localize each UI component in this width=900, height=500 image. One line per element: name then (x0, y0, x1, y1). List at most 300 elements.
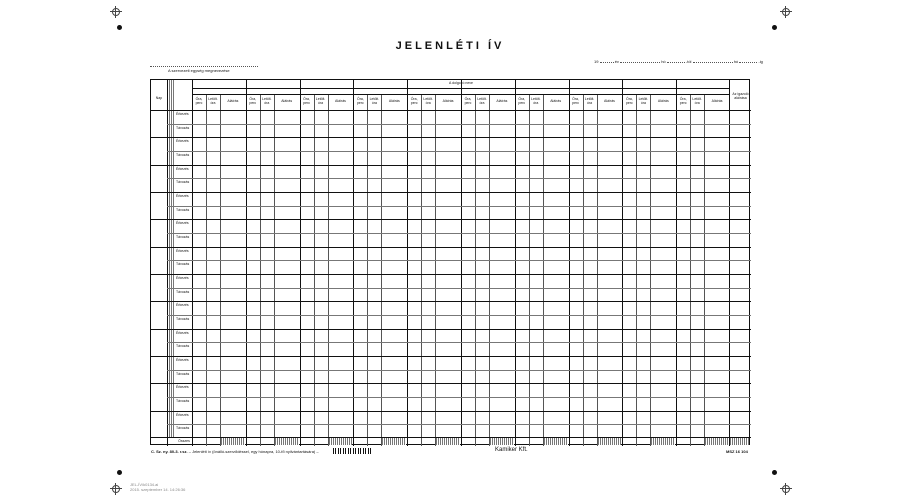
attendance-entry-cell[interactable] (677, 302, 729, 315)
attendance-entry-cell[interactable] (193, 138, 245, 151)
attendance-entry-cell[interactable] (623, 289, 675, 302)
attendance-entry-cell[interactable] (247, 275, 299, 288)
attendance-entry-cell[interactable] (516, 316, 568, 329)
attendance-entry-cell[interactable] (247, 412, 299, 425)
attendance-entry-cell[interactable] (354, 193, 406, 206)
attendance-entry-cell[interactable] (301, 289, 353, 302)
attendance-entry-cell[interactable] (623, 138, 675, 151)
attendance-entry-cell[interactable] (462, 166, 514, 179)
attendance-entry-cell[interactable] (570, 207, 622, 220)
attendance-entry-cell[interactable] (623, 384, 675, 397)
attendance-entry-cell[interactable] (247, 179, 299, 192)
attendance-entry-cell[interactable] (570, 220, 622, 233)
attendance-entry-cell[interactable] (623, 193, 675, 206)
attendance-entry-cell[interactable] (354, 220, 406, 233)
attendance-entry-cell[interactable] (354, 343, 406, 356)
attendance-entry-cell[interactable] (677, 152, 729, 165)
attendance-entry-cell[interactable] (570, 371, 622, 384)
attendance-entry-cell[interactable] (462, 207, 514, 220)
row-label-departure: Távozás (176, 317, 190, 321)
attendance-entry-cell[interactable] (193, 398, 245, 411)
row-label-arrival: Érkezés (176, 112, 189, 116)
attendance-entry-cell[interactable] (462, 111, 514, 124)
period-from-field[interactable] (667, 62, 685, 63)
attendance-entry-cell[interactable] (462, 138, 514, 151)
period-from-label: -tól (685, 59, 692, 64)
attendance-entry-cell[interactable] (247, 125, 299, 138)
org-unit-label: A szervezeti egység megnevezése (168, 68, 230, 73)
attendance-entry-cell[interactable] (354, 166, 406, 179)
attendance-entry-cell[interactable] (677, 384, 729, 397)
attendance-entry-cell[interactable] (516, 125, 568, 138)
label-separator-line (167, 315, 192, 316)
attendance-entry-cell[interactable] (516, 220, 568, 233)
attendance-entry-cell[interactable] (354, 330, 406, 343)
attendance-entry-cell[interactable] (301, 166, 353, 179)
attendance-entry-cell[interactable] (193, 371, 245, 384)
attendance-entry-cell[interactable] (408, 289, 460, 302)
attendance-entry-cell[interactable] (462, 384, 514, 397)
attendance-entry-cell[interactable] (462, 193, 514, 206)
name-header-line (192, 88, 730, 89)
label-separator-line (167, 124, 192, 125)
attendance-entry-cell[interactable] (677, 316, 729, 329)
attendance-entry-cell[interactable] (354, 248, 406, 261)
attendance-entry-cell[interactable] (516, 152, 568, 165)
attendance-entry-cell[interactable] (623, 261, 675, 274)
attendance-entry-cell[interactable] (516, 248, 568, 261)
attendance-entry-cell[interactable] (677, 111, 729, 124)
attendance-entry-cell[interactable] (301, 302, 353, 315)
sub-header-hours: Óra, perc (464, 97, 472, 105)
attendance-entry-cell[interactable] (677, 234, 729, 247)
total-hatched-cell (705, 438, 729, 445)
sub-header-leave: Letölt. óra (315, 97, 326, 105)
attendance-entry-cell[interactable] (516, 179, 568, 192)
period-prefix: 19 (594, 59, 599, 64)
attendance-entry-cell[interactable] (301, 412, 353, 425)
registration-mark-bottom-right (780, 483, 792, 495)
row-label-departure: Távozás (176, 399, 190, 403)
row-label-arrival: Érkezés (176, 139, 189, 144)
label-separator-line (167, 178, 192, 179)
attendance-entry-cell[interactable] (408, 275, 460, 288)
attendance-entry-cell[interactable] (301, 138, 353, 151)
attendance-entry-cell[interactable] (301, 220, 353, 233)
attendance-entry-cell[interactable] (301, 343, 353, 356)
attendance-entry-cell[interactable] (354, 316, 406, 329)
form-code (151, 449, 319, 454)
attendance-entry-cell[interactable] (570, 302, 622, 315)
sub-header-leave: Letölt. óra (369, 97, 380, 105)
row-label-departure: Távozás (176, 180, 190, 185)
attendance-entry-cell[interactable] (193, 330, 245, 343)
row-label-total: Összes (178, 439, 190, 443)
row-label-arrival: Érkezés (176, 248, 189, 253)
attendance-entry-cell[interactable] (301, 316, 353, 329)
attendance-entry-cell[interactable] (408, 207, 460, 220)
attendance-entry-cell[interactable] (247, 357, 299, 370)
attendance-entry-cell[interactable] (301, 275, 353, 288)
barcode (333, 448, 373, 454)
attendance-entry-cell[interactable] (193, 166, 245, 179)
attendance-entry-cell[interactable] (516, 138, 568, 151)
period-to-field[interactable] (739, 62, 757, 63)
attendance-entry-cell[interactable] (408, 302, 460, 315)
attendance-entry-cell[interactable] (193, 248, 245, 261)
sub-header-leave: Letölt. óra (638, 97, 649, 105)
attendance-entry-cell[interactable] (516, 371, 568, 384)
sub-header-leave: Letölt. óra (692, 97, 702, 105)
attendance-entry-cell[interactable] (623, 111, 675, 124)
attendance-entry-cell[interactable] (462, 330, 514, 343)
attendance-entry-cell[interactable] (677, 261, 729, 274)
attendance-entry-cell[interactable] (354, 412, 406, 425)
attendance-entry-cell[interactable] (516, 343, 568, 356)
attendance-entry-cell[interactable] (570, 193, 622, 206)
attendance-entry-cell[interactable] (408, 193, 460, 206)
attendance-entry-cell[interactable] (354, 207, 406, 220)
attendance-entry-cell[interactable] (247, 371, 299, 384)
attendance-entry-cell[interactable] (570, 384, 622, 397)
attendance-entry-cell[interactable] (408, 152, 460, 165)
attendance-entry-cell[interactable] (193, 207, 245, 220)
attendance-entry-cell[interactable] (408, 261, 460, 274)
attendance-entry-cell[interactable] (623, 207, 675, 220)
attendance-entry-cell[interactable] (301, 152, 353, 165)
attendance-entry-cell[interactable] (516, 166, 568, 179)
attendance-entry-cell[interactable] (677, 193, 729, 206)
period-month-label: hó (661, 59, 666, 64)
attendance-entry-cell[interactable] (247, 166, 299, 179)
attendance-entry-cell[interactable] (623, 398, 675, 411)
attendance-entry-cell[interactable] (408, 248, 460, 261)
sub-header-leave: Letölt. óra (531, 97, 541, 105)
sub-header-hours: Óra, perc (572, 97, 579, 105)
attendance-entry-cell[interactable] (570, 152, 622, 165)
attendance-entry-cell[interactable] (570, 412, 622, 425)
attendance-entry-cell[interactable] (677, 220, 729, 233)
attendance-entry-cell[interactable] (193, 289, 245, 302)
attendance-entry-cell[interactable] (354, 261, 406, 274)
attendance-entry-cell[interactable] (301, 384, 353, 397)
attendance-entry-cell[interactable] (354, 234, 406, 247)
attendance-entry-cell[interactable] (408, 179, 460, 192)
attendance-entry-cell[interactable] (301, 248, 353, 261)
attendance-entry-cell[interactable] (247, 193, 299, 206)
row-label-arrival: Érkezés (176, 194, 189, 198)
attendance-entry-cell[interactable] (623, 234, 675, 247)
attendance-entry-cell[interactable] (462, 275, 514, 288)
attendance-entry-cell[interactable] (354, 302, 406, 315)
attendance-entry-cell[interactable] (462, 357, 514, 370)
sub-header-hours: Óra, perc (679, 97, 687, 105)
attendance-entry-cell[interactable] (247, 234, 299, 247)
attendance-entry-cell[interactable] (193, 193, 245, 206)
total-hatched-signature (730, 438, 749, 445)
attendance-entry-cell[interactable] (677, 398, 729, 411)
sub-header-signature: Aláírás (335, 99, 346, 103)
attendance-entry-cell[interactable] (193, 384, 245, 397)
attendance-entry-cell[interactable] (677, 166, 729, 179)
attendance-entry-cell[interactable] (570, 261, 622, 274)
attendance-entry-cell[interactable] (570, 330, 622, 343)
attendance-entry-cell[interactable] (408, 138, 460, 151)
attendance-entry-cell[interactable] (570, 234, 622, 247)
attendance-entry-cell[interactable] (623, 412, 675, 425)
attendance-entry-cell[interactable] (247, 207, 299, 220)
attendance-entry-cell[interactable] (462, 371, 514, 384)
row-label-departure: Távozás (176, 289, 190, 294)
row-label-arrival: Érkezés (176, 166, 189, 171)
attendance-entry-cell[interactable] (193, 111, 245, 124)
attendance-entry-cell[interactable] (623, 330, 675, 343)
page-title: JELENLÉTI ÍV (395, 40, 505, 52)
period-to-month-label: hó (733, 59, 739, 64)
attendance-entry-cell[interactable] (570, 343, 622, 356)
attendance-entry-cell[interactable] (193, 357, 245, 370)
attendance-entry-cell[interactable] (462, 412, 514, 425)
attendance-entry-cell[interactable] (354, 357, 406, 370)
attendance-entry-cell[interactable] (677, 412, 729, 425)
attendance-entry-cell[interactable] (623, 152, 675, 165)
attendance-entry-cell[interactable] (570, 275, 622, 288)
attendance-entry-cell[interactable] (677, 371, 729, 384)
attendance-entry-cell[interactable] (462, 316, 514, 329)
attendance-entry-cell[interactable] (462, 261, 514, 274)
label-separator-line (167, 206, 192, 207)
row-label-arrival: Érkezés (176, 221, 189, 226)
attendance-entry-cell[interactable] (301, 111, 353, 124)
attendance-entry-cell[interactable] (354, 111, 406, 124)
attendance-entry-cell[interactable] (247, 330, 299, 343)
attendance-entry-cell[interactable] (570, 166, 622, 179)
attendance-entry-cell[interactable] (301, 261, 353, 274)
attendance-table (150, 79, 750, 445)
worker-header-line (407, 94, 461, 95)
attendance-entry-cell[interactable] (462, 234, 514, 247)
worker-header-line (676, 94, 730, 95)
period-year-field[interactable] (600, 62, 614, 63)
attendance-entry-cell[interactable] (462, 152, 514, 165)
attendance-entry-cell[interactable] (462, 125, 514, 138)
corner-dot-tl (117, 25, 122, 30)
attendance-entry-cell[interactable] (247, 302, 299, 315)
attendance-entry-cell[interactable] (516, 302, 568, 315)
signature-column-divider (729, 80, 730, 446)
attendance-entry-cell[interactable] (247, 138, 299, 151)
attendance-entry-cell[interactable] (570, 125, 622, 138)
attendance-entry-cell[interactable] (570, 248, 622, 261)
attendance-entry-cell[interactable] (193, 125, 245, 138)
label-separator-line (167, 151, 192, 152)
attendance-entry-cell[interactable] (623, 125, 675, 138)
attendance-entry-cell[interactable] (193, 275, 245, 288)
verifier-signature-header: Az igazoló aláírása (732, 92, 749, 100)
attendance-entry-cell[interactable] (516, 234, 568, 247)
attendance-entry-cell[interactable] (677, 343, 729, 356)
attendance-entry-cell[interactable] (677, 207, 729, 220)
sub-header-signature: Aláírás (227, 99, 239, 103)
worker-name-header: A dolgozó neve (449, 81, 473, 85)
attendance-entry-cell[interactable] (247, 152, 299, 165)
attendance-entry-cell[interactable] (516, 330, 568, 343)
attendance-entry-cell[interactable] (247, 384, 299, 397)
attendance-entry-cell[interactable] (516, 193, 568, 206)
attendance-entry-cell[interactable] (193, 179, 245, 192)
attendance-entry-cell[interactable] (677, 125, 729, 138)
attendance-entry-cell[interactable] (301, 125, 353, 138)
attendance-entry-cell[interactable] (354, 289, 406, 302)
label-separator-line (167, 260, 192, 261)
attendance-entry-cell[interactable] (193, 343, 245, 356)
attendance-entry-cell[interactable] (193, 412, 245, 425)
attendance-entry-cell[interactable] (193, 316, 245, 329)
attendance-entry-cell[interactable] (408, 220, 460, 233)
attendance-entry-cell[interactable] (516, 357, 568, 370)
attendance-entry-cell[interactable] (247, 248, 299, 261)
attendance-entry-cell[interactable] (193, 302, 245, 315)
attendance-entry-cell[interactable] (408, 111, 460, 124)
attendance-entry-cell[interactable] (408, 398, 460, 411)
attendance-entry-cell[interactable] (516, 289, 568, 302)
attendance-entry-cell[interactable] (408, 166, 460, 179)
attendance-entry-cell[interactable] (247, 316, 299, 329)
attendance-entry-cell[interactable] (462, 289, 514, 302)
attendance-entry-cell[interactable] (408, 234, 460, 247)
standard-number: MSZ 16 104 (726, 449, 748, 454)
attendance-entry-cell[interactable] (570, 357, 622, 370)
period-month-field[interactable] (620, 62, 660, 63)
attendance-entry-cell[interactable] (247, 289, 299, 302)
attendance-entry-cell[interactable] (247, 343, 299, 356)
row-label-arrival: Érkezés (176, 303, 189, 308)
attendance-entry-cell[interactable] (623, 371, 675, 384)
attendance-entry-cell[interactable] (301, 371, 353, 384)
attendance-entry-cell[interactable] (408, 343, 460, 356)
attendance-entry-cell[interactable] (677, 289, 729, 302)
attendance-entry-cell[interactable] (623, 316, 675, 329)
attendance-entry-cell[interactable] (677, 330, 729, 343)
attendance-entry-cell[interactable] (623, 357, 675, 370)
attendance-entry-cell[interactable] (623, 179, 675, 192)
sub-header-hours: Óra, perc (356, 97, 364, 105)
attendance-entry-cell[interactable] (462, 343, 514, 356)
registration-mark-top-right (780, 6, 792, 18)
attendance-entry-cell[interactable] (408, 384, 460, 397)
attendance-entry-cell[interactable] (301, 330, 353, 343)
attendance-entry-cell[interactable] (516, 384, 568, 397)
total-hatched-cell (436, 438, 460, 445)
attendance-entry-cell[interactable] (354, 152, 406, 165)
sub-header-hours: Óra, perc (625, 97, 633, 105)
attendance-entry-cell[interactable] (570, 179, 622, 192)
worker-header-line (353, 94, 407, 95)
attendance-entry-cell[interactable] (408, 412, 460, 425)
attendance-entry-cell[interactable] (623, 275, 675, 288)
attendance-entry-cell[interactable] (408, 316, 460, 329)
attendance-entry-cell[interactable] (193, 234, 245, 247)
attendance-entry-cell[interactable] (247, 111, 299, 124)
worker-header-line (192, 94, 246, 95)
period-to-month-field[interactable] (693, 62, 733, 63)
attendance-entry-cell[interactable] (677, 275, 729, 288)
attendance-entry-cell[interactable] (516, 261, 568, 274)
row-label-departure: Távozás (176, 235, 190, 239)
sub-header-signature: Aláírás (496, 99, 508, 103)
sub-header-leave: Letölt. óra (477, 97, 487, 105)
attendance-entry-cell[interactable] (462, 220, 514, 233)
attendance-entry-cell[interactable] (354, 275, 406, 288)
attendance-entry-cell[interactable] (408, 330, 460, 343)
attendance-entry-cell[interactable] (247, 220, 299, 233)
attendance-entry-cell[interactable] (677, 138, 729, 151)
attendance-entry-cell[interactable] (570, 316, 622, 329)
total-hatched-cell (651, 438, 675, 445)
attendance-entry-cell[interactable] (193, 261, 245, 274)
attendance-entry-cell[interactable] (570, 398, 622, 411)
attendance-entry-cell[interactable] (301, 234, 353, 247)
attendance-entry-cell[interactable] (193, 152, 245, 165)
attendance-entry-cell[interactable] (408, 125, 460, 138)
attendance-entry-cell[interactable] (623, 248, 675, 261)
attendance-entry-cell[interactable] (408, 357, 460, 370)
attendance-entry-cell[interactable] (247, 261, 299, 274)
attendance-entry-cell[interactable] (301, 207, 353, 220)
attendance-entry-cell[interactable] (462, 248, 514, 261)
attendance-entry-cell[interactable] (623, 220, 675, 233)
attendance-entry-cell[interactable] (677, 357, 729, 370)
attendance-entry-cell[interactable] (462, 302, 514, 315)
attendance-entry-cell[interactable] (570, 138, 622, 151)
attendance-entry-cell[interactable] (462, 179, 514, 192)
sub-header-hours: Óra, perc (249, 97, 257, 105)
attendance-entry-cell[interactable] (516, 398, 568, 411)
attendance-entry-cell[interactable] (301, 179, 353, 192)
attendance-entry-cell[interactable] (462, 398, 514, 411)
org-unit-line[interactable] (150, 66, 258, 67)
worker-header-line (461, 94, 515, 95)
attendance-entry-cell[interactable] (354, 179, 406, 192)
attendance-entry-cell[interactable] (570, 111, 622, 124)
attendance-entry-cell[interactable] (354, 384, 406, 397)
attendance-entry-cell[interactable] (354, 125, 406, 138)
sub-header-leave: Letölt. óra (584, 97, 595, 105)
attendance-entry-cell[interactable] (516, 275, 568, 288)
attendance-entry-cell[interactable] (247, 398, 299, 411)
attendance-entry-cell[interactable] (623, 343, 675, 356)
attendance-entry-cell[interactable] (301, 357, 353, 370)
attendance-entry-cell[interactable] (516, 111, 568, 124)
sub-header-hours: Óra, perc (518, 97, 526, 105)
attendance-entry-cell[interactable] (516, 207, 568, 220)
attendance-entry-cell[interactable] (354, 138, 406, 151)
attendance-entry-cell[interactable] (301, 193, 353, 206)
row-label-arrival: Érkezés (176, 276, 189, 280)
attendance-entry-cell[interactable] (677, 179, 729, 192)
attendance-entry-cell[interactable] (301, 398, 353, 411)
attendance-entry-cell[interactable] (193, 220, 245, 233)
attendance-entry-cell[interactable] (677, 248, 729, 261)
label-separator-line (167, 397, 192, 398)
attendance-entry-cell[interactable] (623, 302, 675, 315)
attendance-entry-cell[interactable] (354, 371, 406, 384)
attendance-entry-cell[interactable] (516, 412, 568, 425)
attendance-entry-cell[interactable] (354, 398, 406, 411)
attendance-entry-cell[interactable] (408, 371, 460, 384)
attendance-entry-cell[interactable] (623, 166, 675, 179)
attendance-entry-cell[interactable] (570, 289, 622, 302)
